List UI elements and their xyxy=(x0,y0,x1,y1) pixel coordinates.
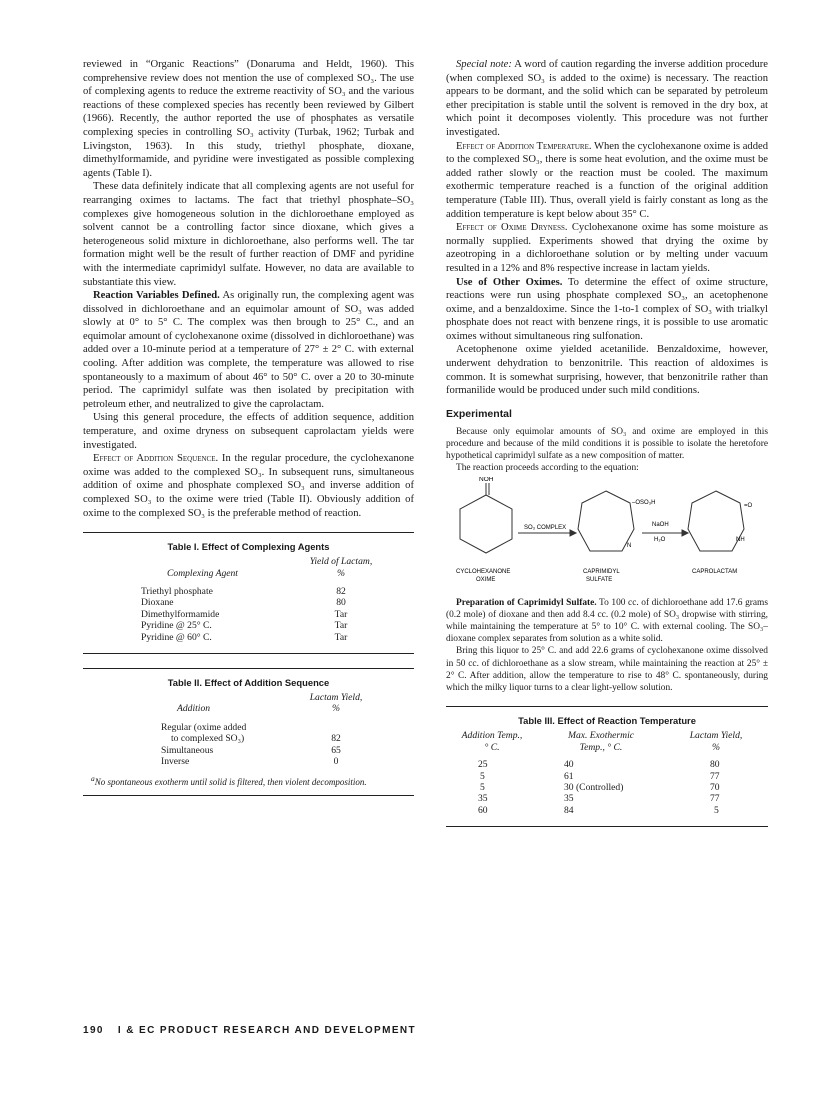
paragraph-text: To determine the effect of oxime structure, reactions were run using phosphate complexed SO₃, an acetophenone oxime, and a benzaldoxime. Since the 1-to-1 complex of SO₃ with trialkyl phosphate does not react with benzene rings, it is possible to use aromatic oximes without simultaneous ring sulfonation. xyxy=(446,276,768,342)
table-cell: 5 xyxy=(714,804,719,816)
table-row xyxy=(161,733,381,744)
footnote-mark: a xyxy=(91,774,95,784)
table-cell: 77 xyxy=(710,770,720,782)
scheme-label: N xyxy=(627,542,632,549)
table-cell: Triethyl phosphate xyxy=(141,586,213,597)
table-cell: 80 xyxy=(336,597,346,609)
table-row xyxy=(161,722,381,733)
section-heading: Experimental xyxy=(446,407,512,420)
table-header: Lactam Yield, xyxy=(689,730,743,742)
table-cell: 0 xyxy=(333,756,339,768)
table-reaction-temperature xyxy=(446,730,768,816)
paragraph xyxy=(446,221,768,275)
paragraph: reviewed in “Organic Reactions” (Donaruma and Heldt, 1960). This comprehensive review does not mention the use of complexed SO₃. The use of complexing agents to reduce the extreme reactivity of SO₃ and the various reactions of these complexed species has recently been reviewed by Gilbert (1966). Recently, the author reported the use of phosphates as versatile complexing species in controlling SO₃ activity (Turbak, 1962; Turbak and Livingston, 1963). In this study, triethyl phosphate, dioxane, dimethylformamide, and pyridine were investigated as possible complexing agents (Table I). xyxy=(83,59,414,179)
scheme-label: NaOH xyxy=(652,521,669,528)
compound-label: CAPRIMIDYL xyxy=(583,568,620,575)
paragraph-text: Cyclohexanone oxime has some moisture as normally supplied. Experiments showed that drying the oxime by azeotroping in a dichloroethane solution or by melting under vacuum resulted in a 12% and 8% respective increase in lactam yields. xyxy=(446,222,768,274)
table-header: Lactam Yield, xyxy=(309,692,363,704)
table-cell: Tar xyxy=(334,608,348,620)
table-addition-sequence xyxy=(161,692,381,767)
table-rule xyxy=(83,668,414,669)
caprimidyl-sulfate-structure xyxy=(578,491,634,551)
table-cell: 5 xyxy=(480,781,485,793)
paragraph xyxy=(83,452,414,520)
paragraph: Using this general procedure, the effects of addition sequence, addition temperature, and oxime dryness on subsequent caprolactam yields were investigated. xyxy=(83,412,414,451)
paragraph xyxy=(83,289,414,411)
table-cell: 80 xyxy=(710,759,720,771)
table-cell: 84 xyxy=(564,804,574,816)
table-cell: 65 xyxy=(331,744,341,756)
paragraph-text: As originally run, the complexing agent was dissolved in dichloroethane and an equimolar amount of SO₃ was added slowly at 0° to 5° C. The complex was then brough to 25° C., and an equimolar amount of cyclohexanone oxime (dissolved in dichloroethane) was added over a 10-minute period at a temperature of 27° ± 2° C. with external cooling. After addition was complete, the temperature was allowed to rise spontaneously to a maximum of about 46° to 50° C. over a 20 to 30-minute period. The caprimidyl sulfate was then isolated by precipitation with petroleum ether, and neutralized to give the caprolactam. xyxy=(83,290,414,410)
note-label: Special note: xyxy=(456,59,512,70)
table-cell: 5 xyxy=(480,770,485,782)
table-caption: Table III. Effect of Reaction Temperature xyxy=(518,715,696,727)
scheme-label: –OSO₃H xyxy=(632,499,656,506)
table-row xyxy=(141,609,391,620)
right-column xyxy=(446,58,768,827)
table-row xyxy=(446,805,768,816)
table-cell: Dioxane xyxy=(141,597,174,609)
table-cell: 82 xyxy=(331,733,341,745)
cyclohexanone-oxime-structure xyxy=(460,483,512,553)
paragraph: Bring this liquor to 25° C. and add 22.6 grams of cyclohexanone oxime dissolved in 50 cc. of dichloroethane as a slow stream, while maintaining the reaction at 25° ± 2° C. After addition, allow the temperature to rise to 48° C. spontaneously, during which the milky liquor turns to a clear light-yellow solution. xyxy=(446,646,768,694)
paragraph xyxy=(446,276,768,344)
preparation-text xyxy=(446,597,768,695)
run-in-heading: Reaction Variables Defined. xyxy=(93,290,220,302)
compound-label: SULFATE xyxy=(586,576,613,583)
scheme-label: SO₃ COMPLEX xyxy=(524,524,567,531)
compound-label: CYCLOHEXANONE xyxy=(456,568,511,575)
table-cell: 82 xyxy=(336,586,346,597)
table-rule xyxy=(446,826,768,827)
scheme-label: =O xyxy=(744,502,753,509)
table-header: Yield of Lactam, xyxy=(309,556,373,568)
paragraph-text: In the regular procedure, the cyclohexanone oxime was added to the complexed SO₃. In subsequent runs, simultaneous addition of oxime and phosphate complexed SO₃ and inverse addition of complexed SO₃ to the oxime were tried (Table II). Obviously addition of oxime to the complexed SO₃ is the preferable method of reaction. xyxy=(83,453,414,519)
paragraph: The reaction proceeds according to the equation: xyxy=(456,463,639,474)
paragraph-text: A word of caution regarding the inverse addition procedure (when complexed SO₃ is added to the oxime) is necessary. The reaction appears to be dormant, and the solid which can be separated by petroleum ether precipitation is stable until the solvent is removed in the dry box, at which point it decomposes violently. This procedure was not further investigated. xyxy=(446,59,768,138)
table-header: ° C. xyxy=(484,741,500,753)
reaction-scheme xyxy=(446,477,768,589)
table-header: % xyxy=(332,703,340,715)
table-row xyxy=(141,586,391,597)
table-cell: 77 xyxy=(710,793,720,805)
table-cell: 35 xyxy=(564,793,574,805)
table-row xyxy=(141,597,391,608)
table-cell: 40 xyxy=(564,759,574,771)
paragraph-text: When the cyclohexanone oxime is added to the complexed SO₃, there is some heat evolution, and the oxime must be added rather slowly or the reaction must be cooled. The maximum exothermic temperature reached is a function of the original addition temperature (Table III). Thus, overall yield is fairly constant as long as the addition temperature is kept below about 35° C. xyxy=(446,140,768,220)
run-in-heading: Effect of Addition Sequence. xyxy=(93,453,219,465)
table-cell: to complexed SO₃) xyxy=(171,733,245,745)
table-rule xyxy=(83,795,414,796)
table-cell: 61 xyxy=(564,770,574,782)
table-cell: 35 xyxy=(478,793,488,805)
table-row xyxy=(446,793,768,804)
table-row xyxy=(141,620,391,631)
table-header: % xyxy=(712,741,720,753)
paragraph: Because only equimolar amounts of SO₃ and oxime are employed in this procedure and because of the mild conditions it is possible to isolate the heretofore hypothetical caprimidyl sulfate as a new composition of matter. xyxy=(446,426,768,462)
table-caption: Table I. Effect of Complexing Agents xyxy=(167,541,330,553)
table-row xyxy=(161,745,381,756)
table-header: % xyxy=(337,567,345,579)
paragraph xyxy=(446,140,768,222)
compound-label: OXIME xyxy=(476,576,496,583)
table-cell: 30 (Controlled) xyxy=(564,781,624,793)
footnote-text: No spontaneous exotherm until solid is filtered, then violent decomposition. xyxy=(94,777,367,788)
left-column xyxy=(83,58,414,796)
run-in-heading: Preparation of Caprimidyl Sulfate. xyxy=(456,597,597,608)
table-header: Addition xyxy=(177,703,211,715)
paragraph: These data definitely indicate that all complexing agents are not useful for rearranging oximes to lactams. The fact that triethyl phosphate–SO₃ complexes give homogeneous solution in the dichloroethane employed as solvent cannot be a controlling factor since dioxane, which gives a heterogeneous solid mixture in dichloroethane, also performs well. The tar formation might well be the result of further reaction of DMF and pyridine with the intermediate caprimidyl sulfate. However, no data are available to substantiate this view. xyxy=(83,181,414,288)
table-cell: Simultaneous xyxy=(161,744,214,756)
table-cell: Inverse xyxy=(161,756,190,768)
paragraph: Acetophenone oxime yielded acetanilide. Benzaldoxime, however, underwent dehydration to benzonitrile. This reaction of aldoximes is common. It is somewhat surprising, however, that benzonitrile rather than formanilide would be produced under such mild conditions. xyxy=(446,344,768,397)
table-cell: Dimethylformamide xyxy=(141,608,220,620)
paragraph-text: To 100 cc. of dichloroethane add 17.6 grams (0.2 mole) of dioxane and then add 8.4 cc. (0.2 mole) of SO₃ dropwise with stirring, while maintaining the temperature at 5° to 10° C. with external cooling. The SO₃–dioxane complex separates from solution as a white solid. xyxy=(446,597,768,645)
paragraph xyxy=(446,58,768,140)
run-in-heading: Effect of Oxime Dryness. xyxy=(456,222,568,234)
table-row xyxy=(161,756,381,767)
table-cell xyxy=(291,722,381,733)
page-number: 190 xyxy=(83,1025,104,1036)
table-cell: 70 xyxy=(710,781,720,793)
table-cell: 60 xyxy=(478,804,488,816)
table-footnote xyxy=(91,773,414,789)
table-header: Addition Temp., xyxy=(461,730,523,742)
reaction-arrow xyxy=(642,530,688,536)
table-rule xyxy=(446,706,768,707)
table-header: Complexing Agent xyxy=(167,567,238,579)
table-caption: Table II. Effect of Addition Sequence xyxy=(167,677,330,689)
journal-name: I & EC PRODUCT RESEARCH AND DEVELOPMENT xyxy=(117,1025,417,1036)
scheme-label: NH xyxy=(736,536,745,543)
table-header: Max. Exothermic xyxy=(567,730,635,742)
table-complexing-agents xyxy=(141,556,391,643)
table-row xyxy=(446,759,768,770)
table-row xyxy=(446,782,768,793)
table-row xyxy=(446,771,768,782)
paragraph xyxy=(446,597,768,646)
scheme-label: H₂O xyxy=(654,536,666,543)
table-cell: Tar xyxy=(334,631,348,643)
table-header: Temp., ° C. xyxy=(579,741,623,753)
compound-label: CAPROLACTAM xyxy=(692,568,738,575)
table-cell: Tar xyxy=(334,620,348,632)
run-in-heading: Effect of Addition Temperature. xyxy=(456,140,592,152)
table-cell: Pyridine @ 25° C. xyxy=(141,620,212,632)
table-rule xyxy=(83,532,414,533)
table-cell: 25 xyxy=(478,759,488,771)
page-footer xyxy=(83,1025,416,1036)
table-row xyxy=(141,632,391,643)
scheme-label: NOH xyxy=(479,476,494,483)
table-cell: Pyridine @ 60° C. xyxy=(141,631,212,643)
experimental-text xyxy=(446,426,768,475)
run-in-heading: Use of Other Oximes. xyxy=(456,276,563,288)
table-cell: Regular (oxime added xyxy=(161,721,247,733)
